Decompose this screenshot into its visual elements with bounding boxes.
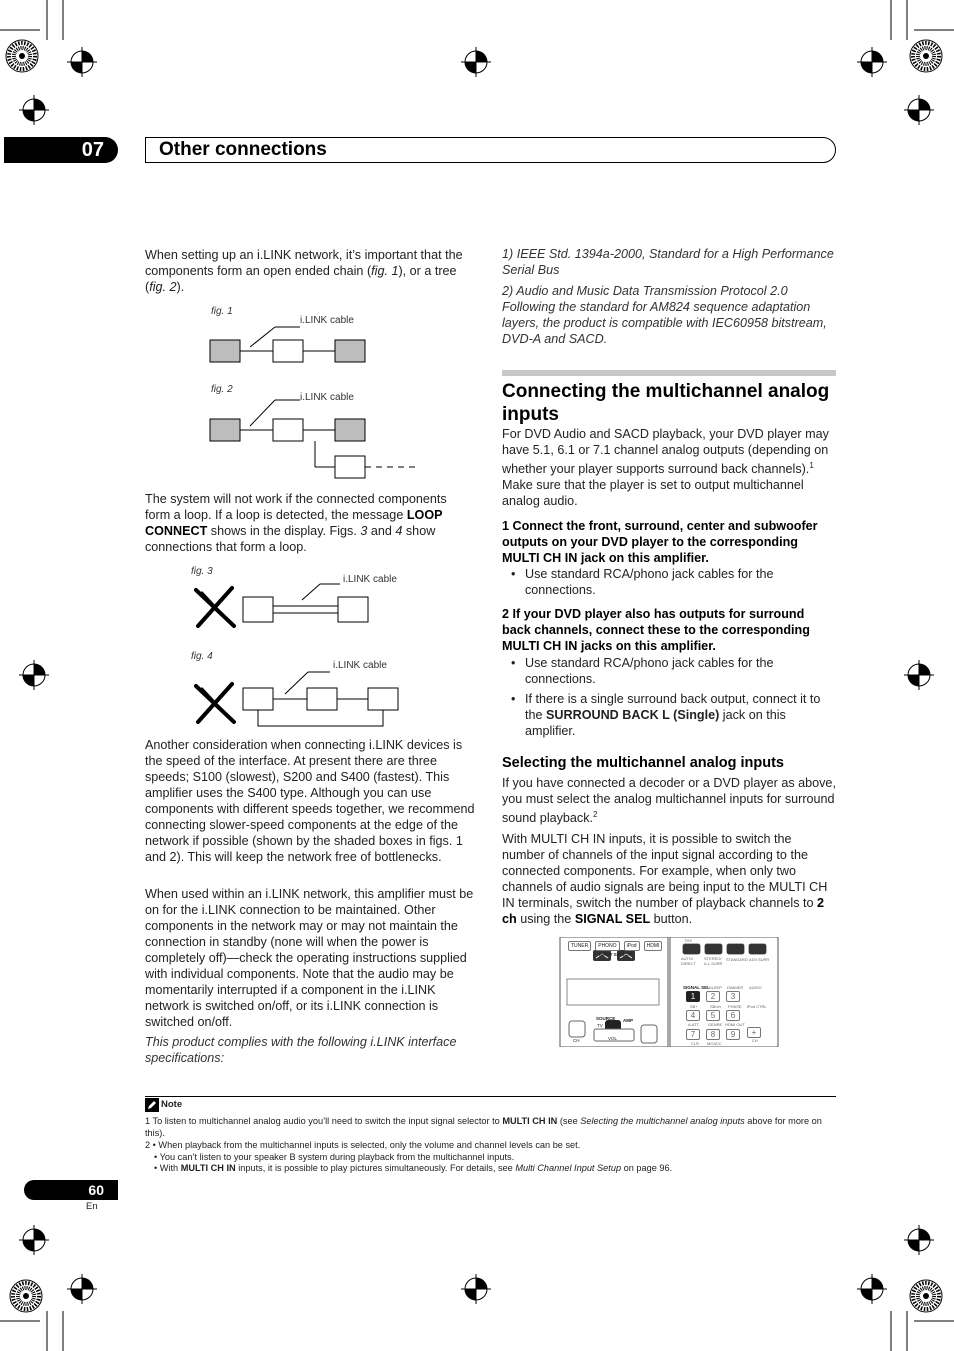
remote-button-ipod: iPod xyxy=(624,941,640,951)
remote-key-5: 5 xyxy=(706,1010,720,1021)
remote-hdmi-out-label: HDMI OUT xyxy=(725,1022,745,1027)
remote-key-8: 8 xyxy=(706,1029,720,1040)
remote-audio-label: AUDIO xyxy=(749,985,762,990)
intro-paragraph: When setting up an i.LINK network, it’s important that the components form an open ended chain (fig. 1), or a tree (fig. 2). xyxy=(145,248,463,294)
remote-key-7: 7 xyxy=(686,1029,700,1040)
step-2-bullet-2: • If there is a single surround back output, connect it to the SURROUND BACK L (Single) jack on this amplifier. xyxy=(511,691,836,739)
select-paragraph: If you have connected a decoder or a DVD player as above, you must select the analog multichannel inputs for surround sound playback.$^2$ xyxy=(502,776,836,826)
remote-amp-label: AMP xyxy=(623,1018,633,1023)
chapter-number: 07 xyxy=(4,137,118,163)
fig2-label: fig. 2 xyxy=(211,384,233,395)
fig3-diagram xyxy=(190,576,390,636)
note-rule xyxy=(145,1096,836,1097)
loop-paragraph: The system will not work if the connected components form a loop. If a loop is detected, the message LOOP CONNECT shows in the display. Figs. 3 and 4 show connections that form a loop. xyxy=(145,492,447,554)
step-1: 1 Connect the front, surround, center and subwoofer outputs on your DVD player to the corresponding MULTI CH IN jack on this amplifier. xyxy=(502,519,818,565)
remote-thx-label: THX xyxy=(684,938,692,943)
note-pencil-icon xyxy=(145,1098,159,1112)
remote-standard-label: STANDARD xyxy=(726,957,748,962)
note-2: 2 • When playback from the multichannel inputs is selected, only the volume and channel levels can be set. xyxy=(145,1140,581,1150)
section-title: Connecting the multichannel analog inputs xyxy=(502,381,830,425)
multich-paragraph: With MULTI CH IN inputs, it is possible to switch the number of channels of the input signal according to the connected components. For example, when only two channels of audio signals are being input to the MULTI CH IN terminals, switch the number of playback channels to 2 ch using the SIGNAL SEL button. xyxy=(502,832,828,926)
remote-phase-label: PHASE xyxy=(728,1004,742,1009)
remote-adv-surr-label: ADV.SURR xyxy=(749,957,770,962)
fig1-cable-label: i.LINK cable xyxy=(300,315,354,326)
remote-sleep-label: SLEEP xyxy=(709,985,722,990)
language-label: En xyxy=(86,1201,98,1212)
note-title: Note xyxy=(161,1099,183,1110)
speed-paragraph: Another consideration when connecting i.LINK devices is the speed of the interface. At present there are three speeds; S100 (slowest), S200 and S400 (fastest). This amplifier uses the S400 type. Although you can use components with different speeds together, we recommend connecting slower-speed components at the edge of the network if possible (shown by the shaded boxes in figs. 1 and 2). This will keep the network free of bottlenecks. xyxy=(145,738,475,864)
remote-button-phono: PHONO xyxy=(595,941,619,951)
spec-1: 1) IEEE Std. 1394a-2000, Standard for a High Performance Serial Bus xyxy=(502,247,834,277)
fig1-label: fig. 1 xyxy=(211,306,233,317)
remote-body xyxy=(559,937,779,1047)
remote-key-3: 3 xyxy=(726,991,740,1002)
fig2-cable-label: i.LINK cable xyxy=(300,392,354,403)
remote-input-select-label: INPUT SELECT xyxy=(599,952,632,957)
note-4: • With MULTI CH IN inputs, it is possible to play pictures simultaneously. For details, see Multi Channel Input Setup on page 96. xyxy=(154,1163,673,1173)
remote-key-1: 1 xyxy=(686,991,700,1002)
step-2-bullet-1: • Use standard RCA/phono jack cables for the connections. xyxy=(511,655,831,687)
remote-genre-label: GENRE xyxy=(708,1022,723,1027)
remote-dimmer-label: DIMMER xyxy=(727,985,744,990)
remote-key-4: 4 xyxy=(686,1010,700,1021)
remote-source-label: SOURCE xyxy=(596,1016,616,1021)
remote-tv-label: TV xyxy=(597,1023,603,1028)
remote-button-hdmi: HDMI xyxy=(644,941,663,951)
remote-a-att-label: A.ATT xyxy=(688,1022,700,1027)
remote-signal-sel-label: SIGNAL SEL xyxy=(683,985,710,990)
remote-key-9: 9 xyxy=(726,1029,740,1040)
spec-2: 2) Audio and Music Data Transmission Protocol 2.0 Following the standard for AM824 sequence adaptation layers, the product is compatible with IEC60958 bitstream, DVD-A and SACD. xyxy=(502,284,827,346)
fig4-diagram xyxy=(190,664,410,734)
fig3-label: fig. 3 xyxy=(191,566,213,577)
remote-ch-key-label: CH xyxy=(752,1038,758,1043)
note-1: 1 To listen to multichannel analog audio you’ll need to switch the input signal selector to MULTI CH IN (see Selecting the multichannel analog inputs above for more on this). xyxy=(145,1116,822,1138)
remote-vol-label: VOL xyxy=(608,1036,618,1041)
page-number: 60 xyxy=(24,1180,118,1200)
remote-sb-plus-label: SB+ xyxy=(690,1004,698,1009)
fig4-label: fig. 4 xyxy=(191,651,213,662)
complies-paragraph: This product complies with the following i.LINK interface specifications: xyxy=(145,1035,457,1065)
section-intro: For DVD Audio and SACD playback, your DVD player may have 5.1, 6.1 or 7.1 channel analog outputs (depending on whether your player supports surround back channels).$^1$ Make sure that the player is set to output multichannel analog audio. xyxy=(502,427,829,509)
note-3: • You can’t listen to your speaker B system during playback from the multichannel inputs. xyxy=(154,1152,515,1162)
fig3-cable-label: i.LINK cable xyxy=(343,574,397,585)
fig4-cable-label: i.LINK cable xyxy=(333,660,387,671)
remote-clr-label: CLR xyxy=(691,1041,700,1046)
remote-key-plus: + xyxy=(747,1027,761,1038)
remote-illustration xyxy=(559,937,779,1047)
page-title: Other connections xyxy=(159,139,327,160)
remote-key-6: 6 xyxy=(726,1010,740,1021)
power-paragraph: When used within an i.LINK network, this amplifier must be on for the i.LINK connection to be maintained. Other components in the network may or may not maintain the connection in standby (none will when the power is completely off)—check the operating instructions supplied with individual components. Note that the audio may be momentarily interrupted if a component in the i.LINK network is switched on/off, or its i.LINK connection is switched on/off. xyxy=(145,887,474,1029)
remote-top-buttons xyxy=(568,941,662,951)
step-2: 2 If your DVD player also has outputs for surround back channels, connect these to the corresponding MULTI CH IN jacks on this amplifier. xyxy=(502,607,810,653)
remote-button-tuner: TUNER xyxy=(568,941,591,951)
remote-key-2: 2 xyxy=(706,991,720,1002)
remote-auto-direct-label: AUTO/ DIRECT xyxy=(681,956,696,966)
fig2-diagram xyxy=(200,392,430,492)
subsection-title: Selecting the multichannel analog inputs xyxy=(502,755,784,771)
step-1-bullet: • Use standard RCA/phono jack cables for the connections. xyxy=(511,566,831,598)
remote-sb-ch-label: SB/ch xyxy=(710,1004,721,1009)
remote-stereo-label: STEREO/ A.L.SURR xyxy=(704,956,723,966)
section-divider xyxy=(502,370,836,376)
remote-ch-label: CH xyxy=(573,1038,580,1043)
remote-ipod-ctrl-label: iPod CTRL xyxy=(747,1004,767,1009)
remote-mcacc-label: MCACC xyxy=(707,1041,722,1046)
